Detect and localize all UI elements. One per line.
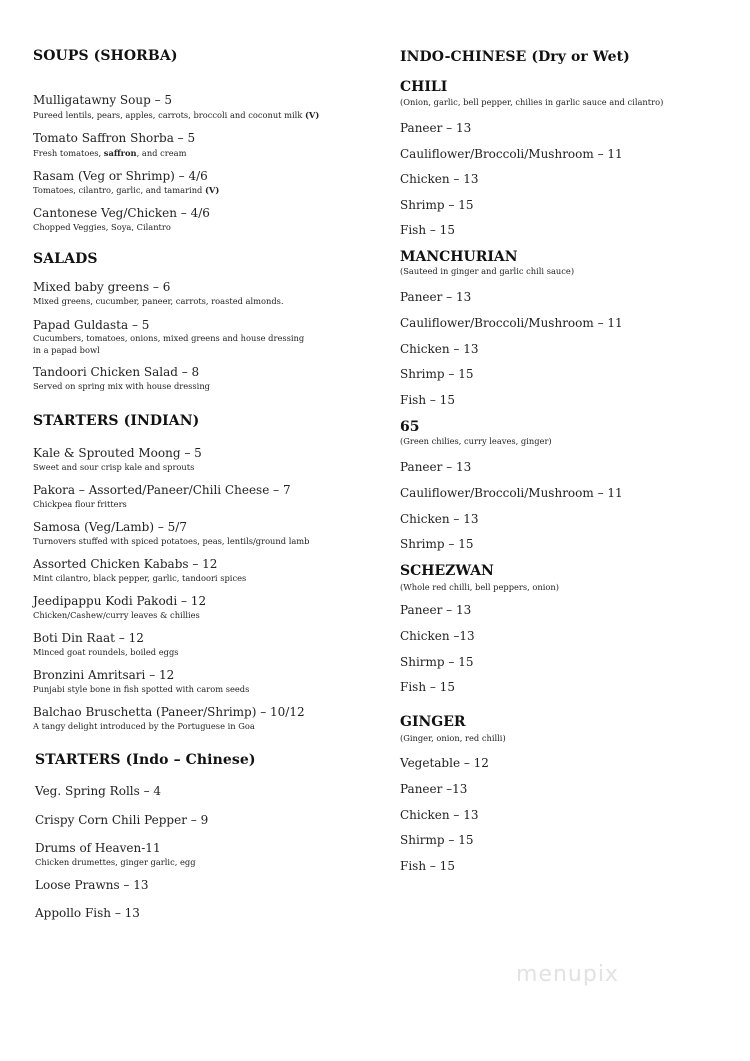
description-text: Chopped Veggies, Soya, Cilantro [33,222,171,232]
menu-item-name: Mixed baby greens – 6 [33,280,171,294]
menu-item-name: Shrimp – 15 [400,367,474,381]
menu-item-description [33,295,284,307]
menu-item-description [33,646,179,658]
menu-item-name: Cantonese Veg/Chicken – 4/6 [33,206,210,220]
menu-item-name: Cauliflower/Broccoli/Mushroom – 11 [400,486,623,500]
menu-item-description [33,609,200,621]
description-text: Minced goat roundels, boiled eggs [33,647,179,657]
menu-item-name: Appollo Fish – 13 [35,906,140,920]
section-title: INDO-CHINESE (Dry or Wet) [400,49,630,65]
description-text: Turnovers stuffed with spiced potatoes, peas, lentils/ground lamb [33,536,310,546]
menu-item-name: Paneer – 13 [400,603,472,617]
menu-item-name: Vegetable – 12 [400,756,489,770]
menu-item-name: Paneer –13 [400,782,468,796]
menu-item-name: Chicken – 13 [400,172,479,186]
description-emphasis: saffron [103,148,137,158]
menu-item-name: Shrimp – 15 [400,198,474,212]
description-text: Chicken drumettes, ginger garlic, egg [35,857,196,867]
description-emphasis: (V) [204,185,220,195]
description-text: Cucumbers, tomatoes, onions, mixed greens and house dressing in a papad bowl [33,333,305,355]
menu-item-name: Pakora – Assorted/Paneer/Chili Cheese – 7 [33,483,291,497]
menu-item-description [33,184,219,196]
menu-item-name: Fish – 15 [400,223,455,237]
menu-item-name: Paneer – 13 [400,460,472,474]
menu-item-name: Shirmp – 15 [400,833,474,847]
menu-item-description [33,109,319,121]
menu-item-description [33,380,210,392]
menu-item-name: Paneer – 13 [400,290,472,304]
menu-item-description [33,498,127,510]
subsection-description: (Onion, garlic, bell pepper, chilies in garlic sauce and cilantro) [400,97,664,107]
description-emphasis: (V) [305,110,320,120]
description-text: Served on spring mix with house dressing [33,381,210,391]
menu-item-name: Fish – 15 [400,859,455,873]
section-title: SALADS [33,251,98,267]
menu-item-name: Cauliflower/Broccoli/Mushroom – 11 [400,147,623,161]
description-text: Mixed greens, cucumber, paneer, carrots, roasted almonds. [33,296,284,306]
menu-item-name: Fish – 15 [400,393,455,407]
menu-item-description [33,572,246,584]
subsection-title: SCHEZWAN [400,563,494,579]
menu-item-name: Veg. Spring Rolls – 4 [35,784,162,798]
subsection-title: CHILI [400,79,448,95]
menu-item-name: Drums of Heaven-11 [35,841,161,855]
menu-item-description [33,535,309,547]
description-text: Pureed lentils, pears, apples, carrots, broccoli and coconut milk [33,110,305,120]
menu-item-description [33,147,186,159]
subsection-description: (Whole red chilli, bell peppers, onion) [400,582,559,592]
description-text: Mint cilantro, black pepper, garlic, tandoori spices [33,573,247,583]
menu-item-name: Crispy Corn Chili Pepper – 9 [35,813,209,827]
section-title: STARTERS (INDIAN) [33,413,200,429]
menu-item-description [33,332,313,356]
menu-item-name: Papad Guldasta – 5 [33,318,150,332]
menu-item-name: Assorted Chicken Kababs – 12 [33,557,218,571]
menu-item-name: Shirmp – 15 [400,655,474,669]
subsection-description: (Ginger, onion, red chilli) [400,733,506,743]
menu-item-name: Samosa (Veg/Lamb) – 5/7 [33,520,187,534]
menu-item-name: Rasam (Veg or Shrimp) – 4/6 [33,169,208,183]
description-text: , and cream [136,148,187,158]
menu-item-name: Shrimp – 15 [400,537,474,551]
menu-item-description [33,221,171,233]
description-text: Tomatoes, cilantro, garlic, and tamarind [33,185,205,195]
description-text: Sweet and sour crisp kale and sprouts [33,462,195,472]
menu-item-name: Balchao Bruschetta (Paneer/Shrimp) – 10/12 [33,705,305,719]
menu-item-name: Cauliflower/Broccoli/Mushroom – 11 [400,316,623,330]
menu-item-description [33,461,194,473]
subsection-title: GINGER [400,714,466,730]
menu-item-name: Chicken – 13 [400,342,479,356]
section-title: STARTERS (Indo – Chinese) [35,752,256,768]
menu-item-description [35,856,196,868]
menu-item-name: Bronzini Amritsari – 12 [33,668,175,682]
menu-item-name: Jeedipappu Kodi Pakodi – 12 [33,594,207,608]
menu-item-name: Chicken –13 [400,629,475,643]
description-text: Punjabi style bone in fish spotted with carom seeds [33,684,250,694]
menu-item-name: Paneer – 13 [400,121,472,135]
menu-item-name: Fish – 15 [400,680,455,694]
menu-item-name: Chicken – 13 [400,808,479,822]
subsection-description: (Sauteed in ginger and garlic chili sauce) [400,266,575,276]
description-text: Chicken/Cashew/curry leaves & chillies [33,610,200,620]
subsection-title: 65 [400,419,420,435]
subsection-title: MANCHURIAN [400,249,518,265]
menu-item-name: Kale & Sprouted Moong – 5 [33,446,202,460]
menu-item-name: Tomato Saffron Shorba – 5 [33,131,196,145]
menu-item-name: Chicken – 13 [400,512,479,526]
section-title: SOUPS (SHORBA) [33,48,178,64]
description-text: Fresh tomatoes, [33,148,104,158]
menu-item-name: Mulligatawny Soup – 5 [33,93,173,107]
menupix-watermark: menupix [516,962,619,987]
subsection-description: (Green chilies, curry leaves, ginger) [400,436,552,446]
menu-item-name: Boti Din Raat – 12 [33,631,144,645]
menu-item-description [33,720,255,732]
menu-item-name: Tandoori Chicken Salad – 8 [33,365,200,379]
menu-item-description [33,683,249,695]
description-text: A tangy delight introduced by the Portuguese in Goa [33,721,255,731]
menu-item-name: Loose Prawns – 13 [35,878,149,892]
description-text: Chickpea flour fritters [33,499,127,509]
